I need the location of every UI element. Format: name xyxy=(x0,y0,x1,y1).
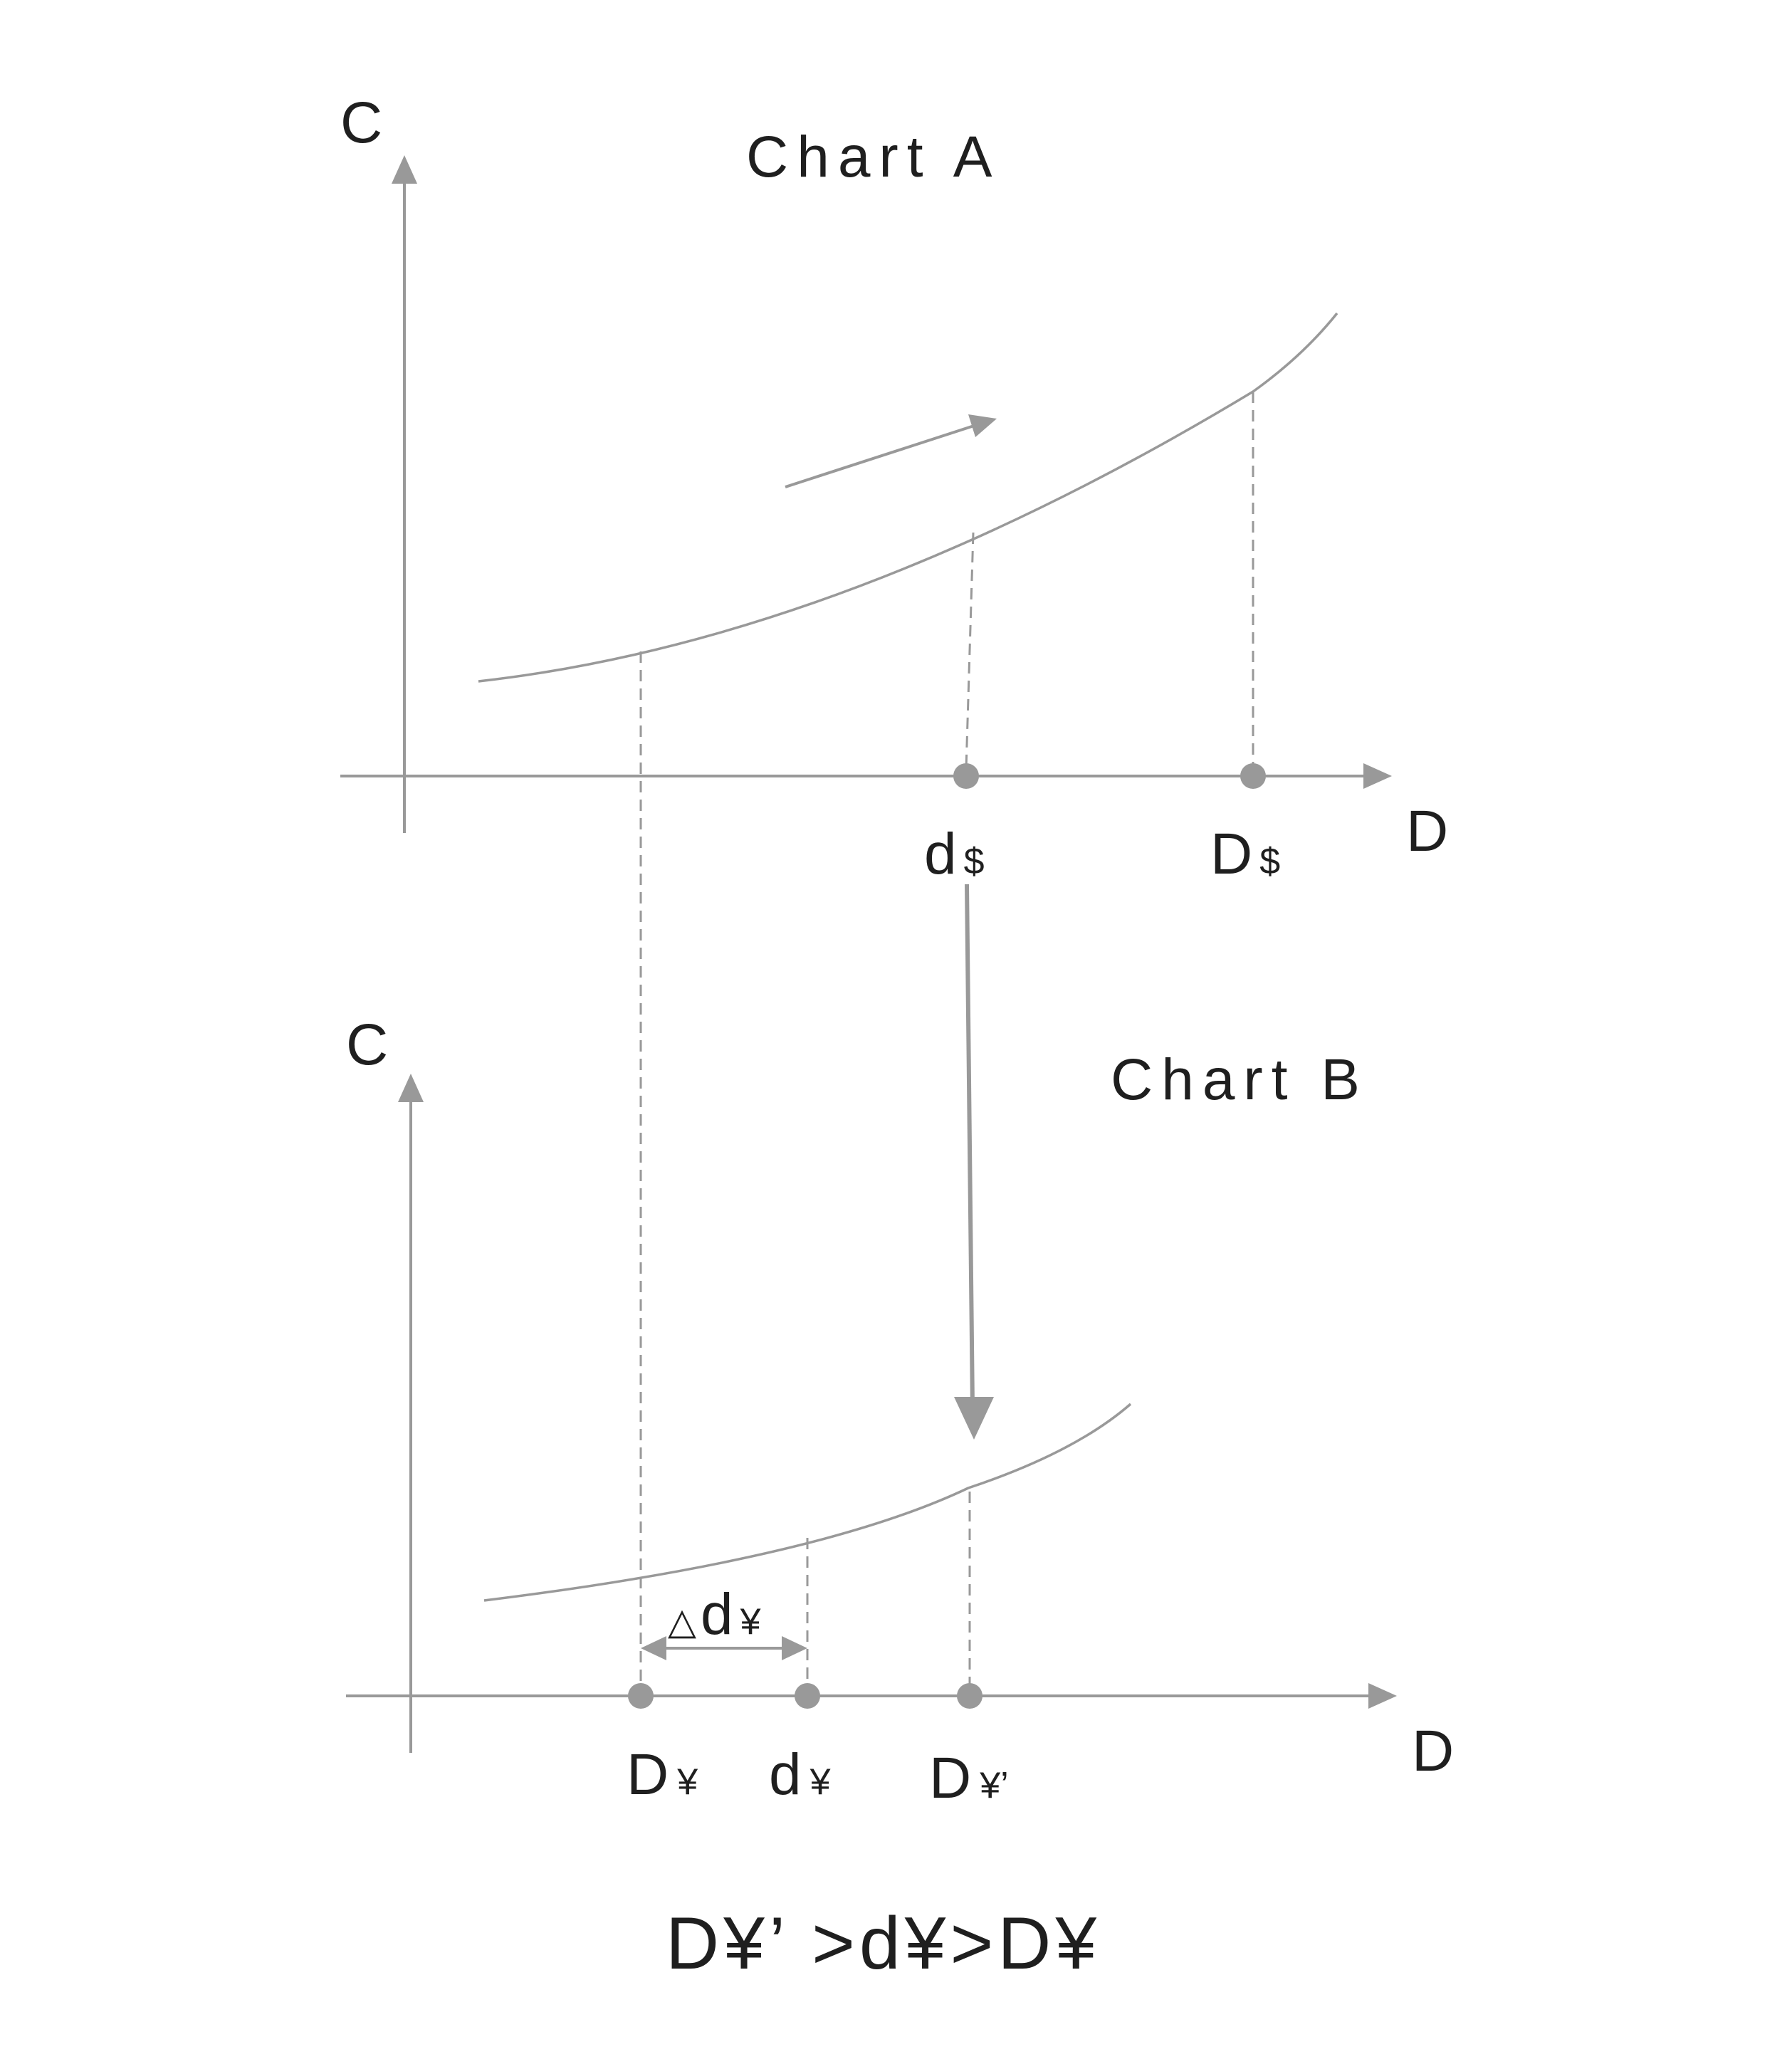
delta-d-yen-bracket-left-head xyxy=(641,1636,666,1660)
chart-b-label-D-yen-prime-sub: ¥’ xyxy=(980,1765,1009,1806)
chart-b-label-D-yen-prime-main: D xyxy=(929,1746,972,1811)
chart-a-label-d-dollar-sub: $ xyxy=(963,841,985,882)
chart-a-shift-arrowhead xyxy=(968,414,997,437)
transfer-arrow-shaft xyxy=(967,884,973,1408)
chart-a-title: Chart A xyxy=(746,125,1001,189)
chart-b xyxy=(346,1012,1454,1811)
transfer-arrow-head xyxy=(954,1397,994,1440)
chart-b-label-d-yen xyxy=(769,1742,831,1807)
chart-b-point-d-yen xyxy=(795,1683,820,1709)
chart-b-title: Chart B xyxy=(1111,1047,1368,1112)
chart-a-shift-arrow xyxy=(785,426,974,487)
chart-b-y-axis-label: C xyxy=(346,1012,389,1077)
chart-a-label-D-dollar-sub: $ xyxy=(1259,841,1281,882)
chart-b-curve xyxy=(484,1404,1131,1600)
chart-b-label-D-yen xyxy=(627,1742,698,1807)
transfer-arrow xyxy=(954,884,994,1440)
chart-b-x-axis-label: D xyxy=(1412,1719,1455,1783)
chart-b-label-D-yen-prime xyxy=(929,1746,1009,1811)
chart-b-label-D-yen-main: D xyxy=(627,1742,669,1807)
inequality-formula: D¥’ >d¥>D¥ xyxy=(666,1902,1101,1985)
chart-b-x-axis-arrowhead xyxy=(1368,1683,1397,1709)
chart-a-x-axis-label: D xyxy=(1406,799,1449,864)
chart-a-label-d-dollar xyxy=(924,822,985,886)
chart-b-y-axis-arrowhead xyxy=(398,1074,424,1102)
chart-a-curve xyxy=(478,313,1337,681)
chart-b-label-d-yen-sub: ¥ xyxy=(809,1761,831,1803)
chart-b-label-d-yen-main: d xyxy=(769,1742,802,1807)
delta-label-sub: ¥ xyxy=(740,1601,761,1643)
delta-symbol: △ xyxy=(668,1601,696,1643)
delta-label-main: d xyxy=(701,1582,733,1647)
chart-a-label-D-dollar-main: D xyxy=(1210,822,1253,886)
chart-a-point-d-dollar xyxy=(953,763,979,789)
chart-a-y-axis-label: C xyxy=(340,90,383,155)
chart-a-dashed-drop-d-dollar xyxy=(966,533,973,769)
chart-a xyxy=(340,90,1448,886)
chart-a-point-D-dollar xyxy=(1240,763,1266,789)
chart-b-point-D-yen-prime xyxy=(957,1683,983,1709)
delta-d-yen-label xyxy=(668,1582,761,1647)
chart-a-label-d-dollar-main: d xyxy=(924,822,957,886)
chart-a-x-axis-arrowhead xyxy=(1363,763,1392,789)
chart-b-label-D-yen-sub: ¥ xyxy=(677,1761,698,1803)
chart-a-label-D-dollar xyxy=(1210,822,1280,886)
chart-b-point-D-yen xyxy=(628,1683,654,1709)
delta-d-yen-bracket-right-head xyxy=(782,1636,807,1660)
chart-a-y-axis-arrowhead xyxy=(392,155,417,184)
